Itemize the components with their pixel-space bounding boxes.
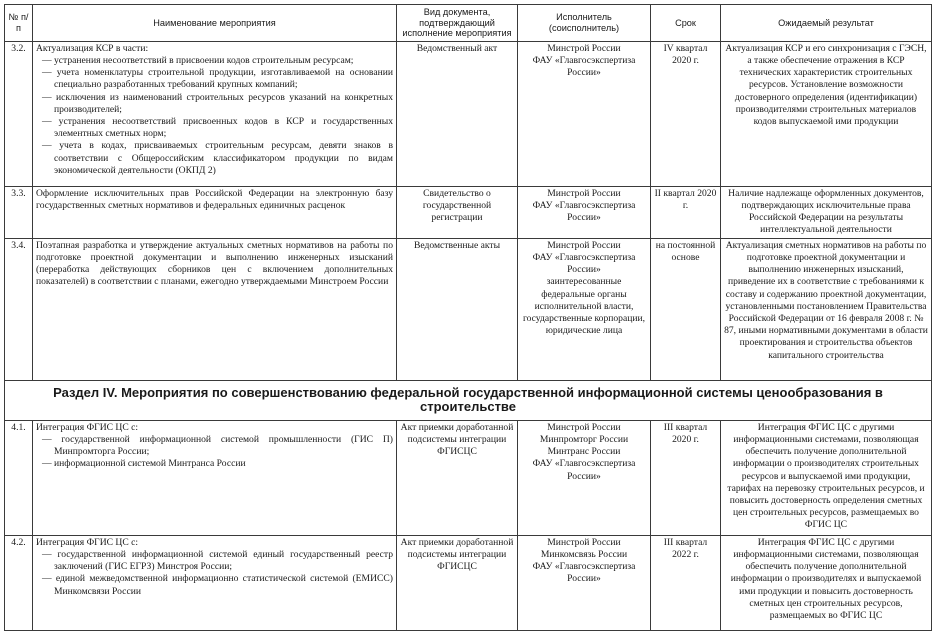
row-title: Интеграция ФГИС ЦС с:	[36, 421, 139, 433]
row-number: 3.2.	[5, 41, 33, 186]
exec-line: ФАУ «Главгосэкспертиза России»	[532, 54, 636, 79]
row-number: 3.3.	[5, 186, 33, 238]
exec-line: Минстрой России	[547, 421, 621, 433]
row-title: Интеграция ФГИС ЦС с:	[36, 536, 139, 548]
header-term: Срок	[651, 5, 721, 42]
row-doc: Акт приемки доработанной подсистемы интеграции ФГИСЦС	[397, 535, 518, 630]
row-doc: Ведомственный акт	[397, 41, 518, 186]
row-number: 4.2.	[5, 535, 33, 630]
row-term: III квартал 2020 г.	[651, 420, 721, 535]
row-term: IV квартал 2020 г.	[651, 41, 721, 186]
row-result: Актуализация КСР и его синхронизация с ГЭСН, а также обеспечение отражения в КСР технических характеристик строительных ресурсов. Установление возможности достоверного определения (идентификации) производителями строительных материалов кодов выпускаемой ими продукции	[721, 41, 932, 186]
exec-line: Минкомсвязь России	[540, 548, 628, 560]
row-result: Наличие надлежаще оформленных документов, подтверждающих исключительные права Российской Федерации на результаты интеллектуальной деятельности	[721, 186, 932, 238]
exec-line: ФАУ «Главгосэкспертиза России»	[532, 561, 636, 585]
row-title-cell	[33, 535, 397, 630]
row-doc: Свидетельство о государственной регистрации	[397, 186, 518, 238]
table-row	[5, 420, 932, 535]
exec-line: Минтранс России	[547, 446, 621, 458]
header-num: № п/п	[5, 5, 33, 42]
row-item: — учета в кодах, присваиваемых строительным ресурсам, девяти знаков в соответствии с Общероссийским классификатором продукции по видам экономической деятельности (ОКПД 2)	[42, 140, 393, 176]
row-exec	[518, 535, 651, 630]
row-item: — государственной информационной системой единый государственный реестр заключений (ГИС ЕГРЗ) Минстроя России;	[42, 548, 393, 573]
row-title: Поэтапная разработка и утверждение актуальных сметных нормативов на работы по подготовке проектной документации и выполнению инженерных изысканий (переработка действующих сборников цен с включением дополнительных показателей) в соответствии с планами, ежегодно утверждаемыми Минстроем России	[33, 238, 397, 380]
header-result: Ожидаемый результат	[721, 5, 932, 42]
row-item: — устранения несоответствий в присвоении кодов строительным ресурсам;	[42, 54, 354, 66]
row-number: 3.4.	[5, 238, 33, 380]
exec-line: ФАУ «Главгосэкспертиза России»	[532, 458, 636, 482]
exec-line: Минстрой России	[547, 536, 621, 548]
row-item: — информационной системой Минтранса России	[42, 458, 246, 470]
header-doc: Вид документа, подтверждающий исполнение мероприятия	[397, 5, 518, 42]
row-item: — единой межведомственной информационно статистической системой (ЕМИСС) Минкомсвязи России	[42, 573, 393, 597]
exec-line: Минстрой России	[547, 187, 621, 199]
header-name: Наименование мероприятия	[33, 5, 397, 42]
row-result: Актуализация сметных нормативов на работы по подготовке проектной документации и выполнению инженерных изысканий, приведение их в соответствие с требованиями к составу и содержанию проектной документации, установленными постановлением Правительства Российской Федерации от 16 февраля 2008 г. № 87, иными нормативными документами в области проектирования и строительства объектов капитального строительства	[721, 238, 932, 380]
section-title: Раздел IV. Мероприятия по совершенствованию федеральной государственной информационной системы ценообразования в строительстве	[5, 380, 932, 420]
row-doc: Ведомственные акты	[397, 238, 518, 380]
table-row	[5, 186, 932, 238]
row-item: — устранения несоответствий присвоенных кодов в КСР и государственных элементных сметных норм;	[42, 116, 393, 140]
row-item: — учета номенклатуры строительной продукции, изготавливаемой на основании специально разработанных требований крупных компаний;	[42, 67, 393, 91]
header-exec: Исполнитель (соисполнитель)	[518, 5, 651, 42]
exec-line: ФАУ «Главгосэкспертиза России»	[532, 199, 636, 224]
exec-line: Минстрой России	[547, 239, 621, 251]
row-term: II квартал 2020 г.	[651, 186, 721, 238]
row-doc: Акт приемки доработанной подсистемы интеграции ФГИСЦС	[397, 420, 518, 535]
row-result: Интеграция ФГИС ЦС с другими информационными системами, позволяющая обеспечить получение дополнительной информации о производителях строительных ресурсов и выпускаемой ими продукции, тарифах на перевозку строительных ресурсов, и повысить достоверность определения сметных цен строительных ресурсов, размещаемых во ФГИС ЦС	[721, 420, 932, 535]
table-row	[5, 41, 932, 186]
row-title-cell	[33, 41, 397, 186]
row-term: III квартал 2022 г.	[651, 535, 721, 630]
row-title: Актуализация КСР в части:	[36, 42, 149, 54]
row-title: Оформление исключительных прав Российской Федерации на электронную базу государственных сметных нормативов и федеральных единичных расценок	[33, 186, 397, 238]
section-row	[5, 380, 932, 420]
row-title-cell	[33, 420, 397, 535]
row-item: — исключения из наименований строительных ресурсов указаний на конкретных производителей;	[42, 91, 393, 115]
row-result: Интеграция ФГИС ЦС с другими информационными системами, позволяющая обеспечить получение дополнительной информации о производителях и выпускаемой ими продукции и повысить достоверность сметных цен строительных ресурсов, размещаемых во ФГИС ЦС	[721, 535, 932, 630]
exec-line: заинтересованные федеральные органы исполнительной власти, государственные корпорации, юридические лица	[522, 276, 646, 337]
table-row	[5, 238, 932, 380]
row-exec	[518, 238, 651, 380]
exec-line: Минпромторг России	[539, 433, 629, 445]
table-row	[5, 535, 932, 630]
measures-table	[4, 4, 932, 631]
table-header-row	[5, 5, 932, 42]
row-exec	[518, 420, 651, 535]
exec-line: Минстрой России	[547, 42, 621, 54]
row-term: на постоянной основе	[651, 238, 721, 380]
row-number: 4.1.	[5, 420, 33, 535]
row-exec	[518, 41, 651, 186]
exec-line: ФАУ «Главгосэкспертиза России»	[532, 251, 636, 276]
document-page	[4, 4, 931, 631]
row-item: — государственной информационной системой промышленности (ГИС П) Минпромторга России;	[42, 433, 393, 458]
row-exec	[518, 186, 651, 238]
